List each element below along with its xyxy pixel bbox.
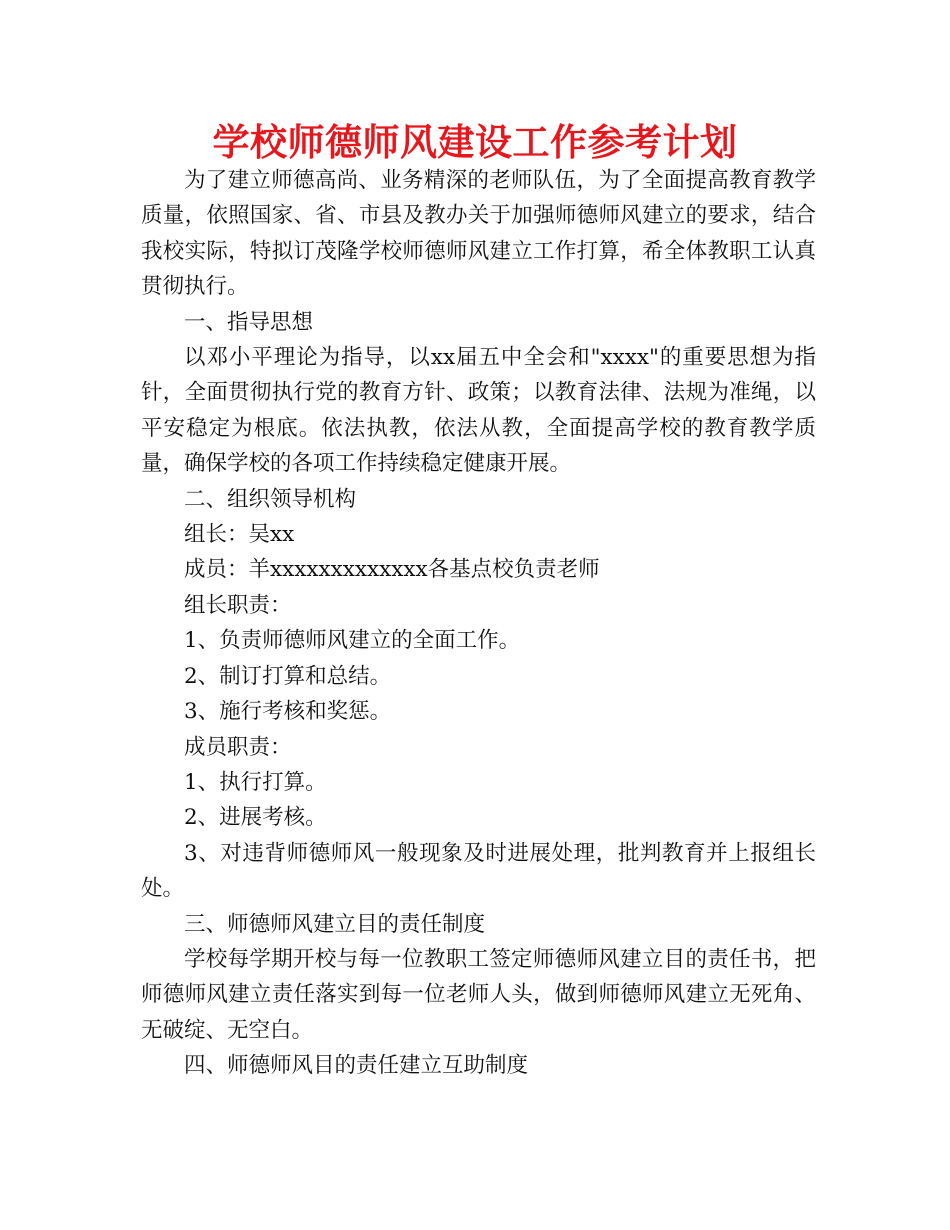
leader-duty-item: 3、施行考核和奖惩。 <box>184 699 392 725</box>
responsibility-system-paragraph: 学校每学期开校与每一位教职工签定师德师风建立目的责任书，把师德师风建立责任落实到每一位老师人头，做到师德师风建立无死角、无破绽、无空白。 <box>141 946 816 1043</box>
members-line: 成员：羊xxxxxxxxxxxxx各基点校负责老师 <box>184 557 600 583</box>
leader-duty-item: 2、制订打算和总结。 <box>184 663 392 689</box>
section-heading-guiding-thought: 一、指导思想 <box>184 309 314 335</box>
document-title: 学校师德师风建设工作参考计划 <box>212 121 738 164</box>
member-duty-item: 3、对违背师德师风一般现象及时进展处理，批判教育并上报组长处。 <box>141 840 816 902</box>
section-heading-responsibility-system: 三、师德师风建立目的责任制度 <box>184 911 486 937</box>
leader-duty-item: 1、负责师德师风建立的全面工作。 <box>184 628 521 654</box>
section-heading-mutual-aid-system: 四、师德师风目的责任建立互助制度 <box>184 1053 529 1079</box>
section-heading-organization: 二、组织领导机构 <box>184 486 357 512</box>
document-body <box>141 163 816 1084</box>
intro-paragraph: 为了建立师德高尚、业务精深的老师队伍，为了全面提高教育教学质量，依照国家、省、市县及教办关于加强师德师风建立的要求，结合我校实际，特拟订茂隆学校师德师风建立工作打算，希全体教职工认真贯彻执行。 <box>141 168 816 300</box>
guiding-thought-paragraph: 以邓小平理论为指导，以xx届五中全会和"xxxx"的重要思想为指针，全面贯彻执行党的教育方针、政策；以教育法律、法规为准绳，以平安稳定为根底。依法执教，依法从教，全面提高学校的教育教学质量，确保学校的各项工作持续稳定健康开展。 <box>141 345 816 477</box>
member-duty-item: 1、执行打算。 <box>184 769 327 795</box>
leader-duties-heading: 组长职责： <box>184 592 292 618</box>
member-duties-heading: 成员职责： <box>184 734 292 760</box>
member-duty-item: 2、进展考核。 <box>184 805 327 831</box>
group-leader-line: 组长：吴xx <box>184 522 295 548</box>
